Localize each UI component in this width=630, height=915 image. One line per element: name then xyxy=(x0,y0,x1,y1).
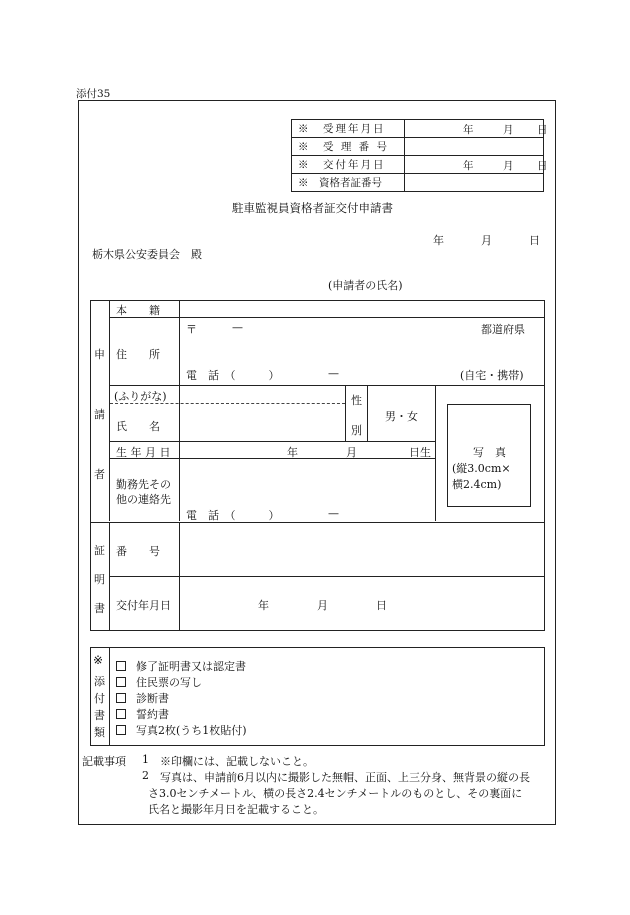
attachments-side-label-2: 付 xyxy=(94,692,105,705)
honseki-label: 本 籍 xyxy=(116,304,160,317)
note-mark: ※ xyxy=(298,141,311,153)
note-mark: ※ xyxy=(298,159,311,171)
photo-size-1: (縦3.0cm× xyxy=(452,462,511,475)
checkbox[interactable] xyxy=(116,693,126,703)
sex-label-1: 性 xyxy=(351,394,362,407)
certificate-side-label-1: 証 xyxy=(94,544,105,557)
divider xyxy=(109,647,110,745)
divider xyxy=(109,441,435,442)
reception-table xyxy=(291,119,548,192)
attachments-mark: ※ xyxy=(93,653,104,667)
divider xyxy=(345,385,346,441)
attachment-item-label: 写真2枚(うち1枚貼付) xyxy=(136,724,247,737)
divider xyxy=(109,317,544,318)
postal-mark: 〒 xyxy=(186,323,197,336)
certificate-issue-label: 交付年月日 xyxy=(116,599,171,612)
attachment-item xyxy=(116,706,169,722)
divider xyxy=(435,385,436,521)
month-label: 月 xyxy=(503,160,514,172)
day-label: 日 xyxy=(537,160,548,172)
work-contact-field[interactable] xyxy=(181,460,433,505)
year-label: 年 xyxy=(463,124,474,136)
date-month[interactable]: 月 xyxy=(481,234,492,247)
birth-month[interactable]: 月 xyxy=(346,446,357,459)
applicant-side-label-3: 者 xyxy=(94,468,105,481)
note-2-number: 2 xyxy=(142,769,149,782)
applicant-side-label-1: 申 xyxy=(94,348,105,361)
name-field[interactable] xyxy=(181,405,344,440)
furigana-label: (ふりがな) xyxy=(114,390,167,403)
month-label: 月 xyxy=(503,124,514,136)
reception-row xyxy=(292,156,544,174)
note-1-number: 1 xyxy=(142,753,149,766)
checkbox[interactable] xyxy=(116,661,126,671)
birth-year[interactable]: 年 xyxy=(287,446,298,459)
work-phone-label: 電 話 （ ） xyxy=(186,509,280,522)
attachments-side-label-4: 類 xyxy=(94,726,105,739)
reception-label: 資格者証番号 xyxy=(319,177,382,189)
reception-label: 受 理 番 号 xyxy=(323,141,390,153)
certificate-number-label: 番 号 xyxy=(116,545,160,558)
year-label: 年 xyxy=(463,160,474,172)
notes-heading: 記載事項 xyxy=(82,755,126,768)
divider xyxy=(367,385,368,441)
attachment-item xyxy=(116,658,246,674)
checkbox[interactable] xyxy=(116,709,126,719)
furigana-field[interactable] xyxy=(181,386,344,402)
attachment-item xyxy=(116,690,169,706)
form-title: 駐車監視員資格者証交付申請書 xyxy=(232,201,393,215)
phone-dash: — xyxy=(328,367,339,380)
work-label-2: 他の連絡先 xyxy=(116,493,171,506)
postal-dash: — xyxy=(232,321,243,334)
certificate-day[interactable]: 日 xyxy=(376,599,387,612)
note-1-text: ※印欄には、記載しないこと。 xyxy=(160,755,314,768)
note-mark: ※ xyxy=(298,177,309,189)
applicant-name-label: (申請者の氏名) xyxy=(328,279,403,292)
photo-size-2: 横2.4cm) xyxy=(452,478,502,491)
issue-date-field[interactable] xyxy=(405,156,548,174)
sex-value[interactable]: 男・女 xyxy=(385,410,418,423)
attachments-side-label-1: 添 xyxy=(94,675,105,688)
attachment-item xyxy=(116,674,202,690)
address-label: 住 所 xyxy=(116,348,160,361)
phone-type: (自宅・携帯) xyxy=(460,369,524,382)
date-year[interactable]: 年 xyxy=(433,234,444,247)
note-2-line-3: 氏名と撮影年月日を記載すること。 xyxy=(148,803,324,816)
reception-row xyxy=(292,138,544,156)
work-phone-dash: — xyxy=(328,507,339,520)
phone-label: 電 話 （ ） xyxy=(186,369,280,382)
certificate-side-label-3: 書 xyxy=(94,602,105,615)
divider xyxy=(179,300,180,521)
date-day[interactable]: 日 xyxy=(529,234,540,247)
name-label: 氏 名 xyxy=(116,420,160,433)
reception-number-field[interactable] xyxy=(405,138,544,156)
certificate-year[interactable]: 年 xyxy=(258,599,269,612)
reception-row xyxy=(292,120,544,138)
attachment-item-label: 診断書 xyxy=(136,692,169,705)
note-2-line-2: さ3.0センチメートル、横の長さ2.4センチメートルのものとし、その裏面に xyxy=(148,787,523,800)
attachment-item-label: 誓約書 xyxy=(136,708,169,721)
note-2-line-1: 写真は、申請前6月以内に撮影した無帽、正面、上三分身、無背景の縦の長 xyxy=(160,771,530,784)
photo-title: 写 真 xyxy=(473,446,506,459)
birth-label: 生 年 月 日 xyxy=(116,446,171,459)
address-field[interactable] xyxy=(181,336,541,364)
attachment-label: 添付35 xyxy=(76,88,111,100)
certificate-side-label-2: 明 xyxy=(94,573,105,586)
work-label-1: 勤務先その xyxy=(116,478,171,491)
attachment-item-label: 修了証明書又は認定書 xyxy=(136,660,246,673)
honseki-field[interactable] xyxy=(181,301,541,316)
divider xyxy=(109,576,544,577)
applicant-side-label-2: 請 xyxy=(94,408,105,421)
divider xyxy=(109,300,110,521)
reception-date-field[interactable] xyxy=(405,120,548,138)
note-mark: ※ xyxy=(298,123,311,135)
reception-label: 交付年月日 xyxy=(323,159,386,171)
certificate-number-input[interactable] xyxy=(181,524,541,575)
attachment-item-label: 住民票の写し xyxy=(136,676,202,689)
reception-row xyxy=(292,174,544,192)
reception-label: 受理年月日 xyxy=(323,123,386,135)
attachments-side-label-3: 書 xyxy=(94,709,105,722)
certificate-number-field[interactable] xyxy=(405,174,544,192)
birth-day[interactable]: 日生 xyxy=(409,446,431,459)
attachment-item xyxy=(116,722,247,738)
prefecture-label: 都道府県 xyxy=(481,323,525,336)
checkbox[interactable] xyxy=(116,677,126,687)
sex-label-2: 別 xyxy=(351,424,362,437)
checkbox[interactable] xyxy=(116,725,126,735)
certificate-month[interactable]: 月 xyxy=(317,599,328,612)
addressee: 栃木県公安委員会 殿 xyxy=(92,248,202,261)
day-label: 日 xyxy=(537,124,548,136)
